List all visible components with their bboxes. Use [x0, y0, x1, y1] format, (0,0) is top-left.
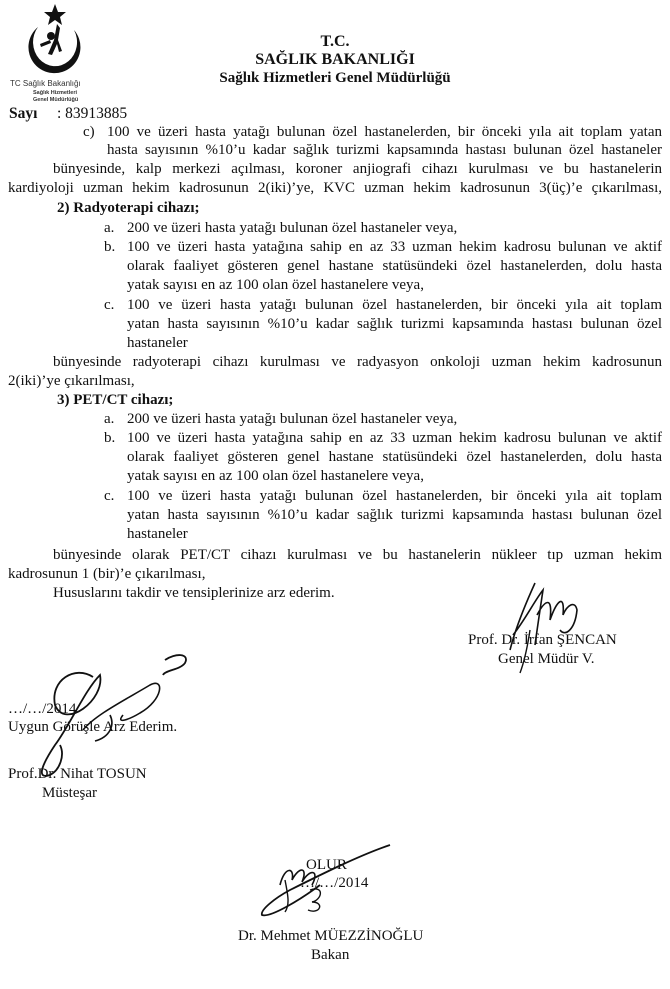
section3-b-line1: 100 ve üzeri hasta yatağına sahip en az 33 uzman hekim kadrosu bulunan ve aktif [127, 430, 662, 446]
logo-text-ministry: TC Sağlık Bakanlığı [10, 79, 81, 88]
section3-c-line2: yatan hasta sayısının %10’u kadar sağlık turizmi kapsamında hastası bulunan özel [127, 507, 662, 523]
section1-c-line2: hasta sayısının %10’u kadar sağlık turizmi kapsamında hastası bulunan özel hastaneler [107, 142, 662, 158]
item-marker: b. [104, 239, 116, 255]
section1-para1: bünyesinde, kalp merkezi açılması, koroner anjiografi cihazı kurulması ve bu hastanelerin [53, 161, 662, 177]
header-tc: T.C. [320, 33, 350, 50]
olur-label: OLUR [306, 857, 347, 873]
item-marker: c. [104, 297, 115, 313]
section3-closing2: kadrosunun 1 (bir)’e çıkarılması, [8, 566, 206, 582]
section2-c-line1: 100 ve üzeri hasta yatağı bulunan özel hastanelerden, bir önceki yıla ait toplam [127, 297, 662, 313]
item-marker: a. [104, 220, 115, 236]
signatory1-title: Genel Müdür V. [498, 651, 595, 667]
sayi-value: : 83913885 [57, 105, 128, 122]
section2-a-line1: 200 ve üzeri hasta yatağı bulunan özel hastaneler veya, [127, 220, 458, 236]
signatory1-name: Prof. Dr. İrfan ŞENCAN [468, 632, 617, 648]
section3-heading: 3) PET/CT cihazı; [57, 392, 174, 408]
section3-c-line1: 100 ve üzeri hasta yatağı bulunan özel hastanelerden, bir önceki yıla ait toplam [127, 488, 662, 504]
signatory2-title: Müsteşar [42, 785, 97, 801]
section2-b-line2: olarak faaliyet gösteren genel hastane statüsündeki özel hastanelerden, dolu hasta [127, 258, 662, 274]
olur-date: …/…/2014 [300, 875, 369, 891]
header-ministry: SAĞLIK BAKANLIĞI [255, 51, 415, 68]
logo-text-directorate-2: Genel Müdürlüğü [33, 97, 79, 103]
approval-date: …/…/2014 [8, 701, 77, 717]
approval-text: Uygun Görüşle Arz Ederim. [8, 719, 178, 735]
section2-closing1: bünyesinde radyoterapi cihazı kurulması ve radyasyon onkoloji uzman hekim kadrosunun [53, 354, 662, 370]
request-text: Hususlarını takdir ve tensiplerinize arz ederim. [53, 585, 335, 601]
header-directorate: Sağlık Hizmetleri Genel Müdürlüğü [219, 70, 451, 86]
section3-b-line3: yatak sayısı en az 100 olan özel hastanelere veya, [127, 468, 424, 484]
section3-a-line1: 200 ve üzeri hasta yatağı bulunan özel hastaneler veya, [127, 411, 458, 427]
sayi-label: Sayı [9, 105, 38, 122]
section2-closing2: 2(iki)’ye çıkarılması, [8, 373, 135, 389]
section1-c-line1: 100 ve üzeri hasta yatağı bulunan özel hastanelerden, bir önceki yıla ait toplam yatan [107, 124, 662, 140]
section3-b-line2: olarak faaliyet gösteren genel hastane statüsündeki özel hastanelerden, dolu hasta [127, 449, 662, 465]
section2-b-line1: 100 ve üzeri hasta yatağına sahip en az 33 uzman hekim kadrosu bulunan ve aktif [127, 239, 662, 255]
item-marker: c) [83, 124, 95, 140]
section2-b-line3: yatak sayısı en az 100 olan özel hastanelere veya, [127, 277, 424, 293]
signatory3-title: Bakan [311, 947, 350, 963]
section2-heading: 2) Radyoterapi cihazı; [57, 200, 200, 216]
signatory3-name: Dr. Mehmet MÜEZZİNOĞLU [238, 928, 424, 944]
signatory2-name: Prof.Dr. Nihat TOSUN [8, 766, 147, 782]
section2-c-line3: hastaneler [127, 335, 188, 351]
item-marker: b. [104, 430, 116, 446]
logo-text-directorate-1: Sağlık Hizmetleri [33, 90, 78, 96]
section2-c-line2: yatan hasta sayısının %10’u kadar sağlık turizmi kapsamında hastası bulunan özel [127, 316, 662, 332]
section1-para2: kardiyoloji uzman hekim kadrosunun 2(iki)’ye, KVC uzman hekim kadrosunun 3(üç)’e çıkarılması, [8, 180, 662, 196]
item-marker: a. [104, 411, 115, 427]
item-marker: c. [104, 488, 115, 504]
section3-c-line3: hastaneler [127, 526, 188, 542]
section3-closing1: bünyesinde olarak PET/CT cihazı kurulması ve bu hastanelerin nükleer tıp uzman hekim [53, 547, 662, 563]
